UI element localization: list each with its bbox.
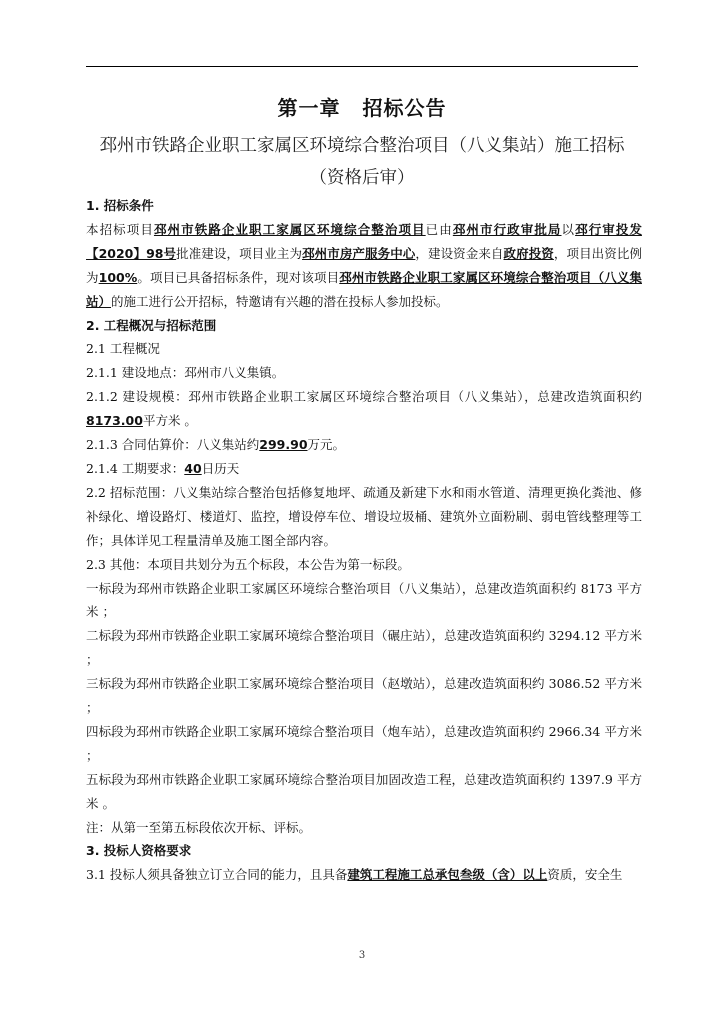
chapter-title [0,92,724,121]
section-1-paragraph: 本招标项目邳州市铁路企业职工家属区环境综合整治项目已由邳州市行政审批局以邳行审投发【2020】98号批准建设，项目业主为邳州市房产服务中心，建设资金来自政府投资，项目出资比例为100%。项目已具备招标条件，现对该项目邳州市铁路企业职工家属区环境综合整治项目（八义集站）的施工进行公开招标，特邀请有兴趣的潜在投标人参加投标。 [86,221,642,309]
qualification-level: 建筑工程施工总承包叁级（含）以上 [347,867,548,883]
chapter-name: 招标公告 [362,96,447,120]
construction-period: 40 [184,460,202,476]
lot-3: 三标段为邳州市铁路企业职工家属环境综合整治项目（赵墩站），总建改造筑面积约 3086.52 平方米 ； [86,676,642,716]
approval-document-number: 邳行审投发【2020】98号 [86,221,642,261]
lot-1: 一标段为邳州市铁路企业职工家属区环境综合整治项目（八义集站），总建改造筑面积约 8173 平方米 ； [86,580,642,620]
project-owner: 邳州市房产服务中心 [302,245,416,261]
document-body [86,194,642,887]
funding-ratio: 100% [98,269,138,285]
lot-5: 五标段为邳州市铁路企业职工家属环境综合整治项目加固改造工程，总建改造筑面积约 1397.9 平方米 。 [86,771,642,811]
lot-4: 四标段为邳州市铁路企业职工家属环境综合整治项目（炮车站），总建改造筑面积约 2966.34 平方米 ； [86,723,642,763]
clause-2-1: 2.1 工程概况 [86,341,160,357]
clause-3-1: 3.1 投标人须具备独立订立合同的能力，且具备建筑工程施工总承包叁级（含）以上资质，安全生 [86,867,623,883]
clause-2-1-4: 2.1.4 工期要求：40日历天 [86,460,240,476]
project-name-full: 邳州市铁路企业职工家属区环境综合整治项目（八义集站） [86,269,642,309]
chapter-number: 第一章 [277,96,341,120]
section-3-heading: 3. 投标人资格要求 [86,843,192,859]
clause-2-3: 2.3 其他：本项目共划分为五个标段，本公告为第一标段。 [86,556,410,572]
construction-area: 8173.00 [86,413,143,429]
approver: 邳州市行政审批局 [452,221,562,237]
project-name: 邳州市铁路企业职工家属区环境综合整治项目 [153,221,426,237]
clause-2-1-1: 2.1.1 建设地点：邳州市八义集镇。 [86,365,285,381]
page-number: 3 [358,950,366,961]
fund-source: 政府投资 [503,245,554,261]
section-1-heading: 1. 招标条件 [86,198,154,213]
header-rule [86,66,638,67]
section-2-heading: 2. 工程概况与招标范围 [86,317,217,333]
contract-price: 299.90 [259,437,308,453]
document-subtitle: 邳州市铁路企业职工家属区环境综合整治项目（八义集站）施工招标（资格后审） [99,136,625,188]
clause-2-1-2: 2.1.2 建设规模：邳州市铁路企业职工家属区环境综合整治项目（八义集站），总建改造筑面积约8173.00平方米 。 [86,389,642,429]
note: 注：从第一至第五标段依次开标、评标。 [86,819,312,835]
clause-2-1-3: 2.1.3 合同估算价：八义集站约299.90万元。 [86,437,346,453]
lot-2: 二标段为邳州市铁路企业职工家属环境综合整治项目（碾庄站），总建改造筑面积约 3294.12 平方米 ； [86,628,642,668]
clause-2-2: 2.2 招标范围：八义集站综合整治包括修复地坪、疏通及新建下水和雨水管道、清理更换化粪池、修补绿化、增设路灯、楼道灯、监控，增设停车位、增设垃圾桶、建筑外立面粉刷、弱电管线整理等工作；具体详见工程量清单及施工图全部内容。 [86,484,642,548]
